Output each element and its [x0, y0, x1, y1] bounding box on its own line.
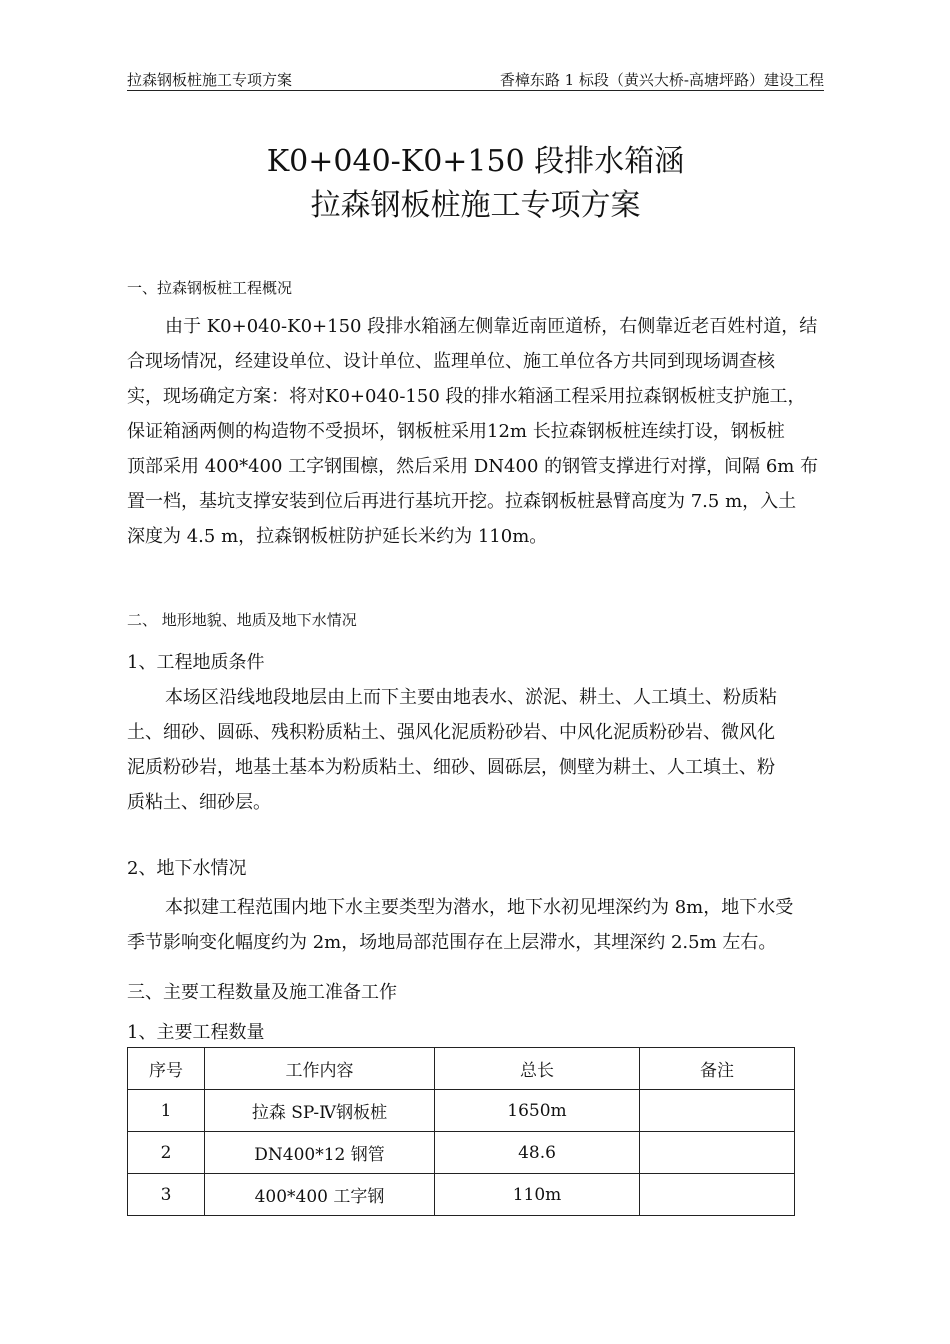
paragraph-line: 本场区沿线地段地层由上而下主要由地表水、淤泥、耕土、人工填土、粉质粘 — [165, 687, 777, 708]
table-cell: 2 — [128, 1132, 205, 1174]
table-cell: 400*400 工字钢 — [205, 1174, 435, 1216]
section-2-sub2-paragraph — [127, 890, 824, 960]
document-title-line1: K0+040-K0+150 段排水箱涵 — [266, 144, 685, 179]
table-header-cell: 总长 — [435, 1048, 640, 1090]
table-cell: 1650m — [435, 1090, 640, 1132]
document-title-line2: 拉森钢板桩施工专项方案 — [310, 188, 641, 223]
table-header-cell: 工作内容 — [205, 1048, 435, 1090]
table-row — [128, 1174, 795, 1216]
section-2-sub2-heading: 2、地下水情况 — [127, 858, 247, 879]
paragraph-line: 由于 K0+040-K0+150 段排水箱涵左侧靠近南匝道桥，右侧靠近老百姓村道，结 — [165, 316, 818, 337]
section-1-heading: 一、拉森钢板桩工程概况 — [127, 279, 293, 297]
paragraph-line: 合现场情况，经建设单位、设计单位、监理单位、施工单位各方共同到现场调查核 — [127, 351, 775, 372]
table-cell: DN400*12 钢管 — [205, 1132, 435, 1174]
paragraph-line: 保证箱涵两侧的构造物不受损坏，钢板桩采用12m 长拉森钢板桩连续打设，钢板桩 — [127, 421, 785, 442]
table-header-cell: 序号 — [128, 1048, 205, 1090]
table-cell: 110m — [435, 1174, 640, 1216]
table-cell — [640, 1174, 795, 1216]
section-1-paragraph — [127, 309, 824, 554]
section-2-sub1-heading: 1、工程地质条件 — [127, 652, 265, 673]
paragraph-line: 泥质粉砂岩，地基土基本为粉质粘土、细砂、圆砾层，侧壁为耕土、人工填土、粉 — [127, 757, 775, 778]
table-row — [128, 1090, 795, 1132]
paragraph-line: 本拟建工程范围内地下水主要类型为潜水，地下水初见埋深约为 8m，地下水受 — [165, 897, 794, 918]
header-right: 香樟东路 1 标段（黄兴大桥-高塘坪路）建设工程 — [499, 71, 824, 89]
table-header-row — [128, 1048, 795, 1090]
paragraph-line: 实，现场确定方案：将对K0+040-150 段的排水箱涵工程采用拉森钢板桩支护施工， — [127, 386, 806, 407]
table-cell: 3 — [128, 1174, 205, 1216]
paragraph-line: 深度为 4.5 m，拉森钢板桩防护延长米约为 110m。 — [127, 526, 548, 547]
table-header-cell: 备注 — [640, 1048, 795, 1090]
paragraph-line: 顶部采用 400*400 工字钢围檩，然后采用 DN400 的钢管支撑进行对撑，间隔 6m 布 — [127, 456, 819, 477]
paragraph-line: 质粘土、细砂层。 — [127, 792, 271, 813]
section-2-sub1-paragraph — [127, 680, 824, 820]
table-cell — [640, 1132, 795, 1174]
section-3-heading: 三、主要工程数量及施工准备工作 — [127, 982, 397, 1003]
table-cell — [640, 1090, 795, 1132]
paragraph-line: 置一档，基坑支撑安装到位后再进行基坑开挖。拉森钢板桩悬臂高度为 7.5 m，入土 — [127, 491, 797, 512]
section-3-sub1-heading: 1、主要工程数量 — [127, 1022, 265, 1043]
table-cell: 1 — [128, 1090, 205, 1132]
table-cell: 48.6 — [435, 1132, 640, 1174]
quantity-table — [127, 1047, 795, 1216]
page-header — [127, 66, 824, 91]
header-left: 拉森钢板桩施工专项方案 — [127, 71, 293, 89]
paragraph-line: 季节影响变化幅度约为 2m，场地局部范围存在上层滞水，其埋深约 2.5m 左右。 — [127, 932, 777, 953]
paragraph-line: 土、细砂、圆砾、残积粉质粘土、强风化泥质粉砂岩、中风化泥质粉砂岩、微风化 — [127, 722, 775, 743]
table-row — [128, 1132, 795, 1174]
table-cell: 拉森 SP-Ⅳ钢板桩 — [205, 1090, 435, 1132]
section-2-heading: 二、 地形地貌、地质及地下水情况 — [127, 611, 357, 629]
